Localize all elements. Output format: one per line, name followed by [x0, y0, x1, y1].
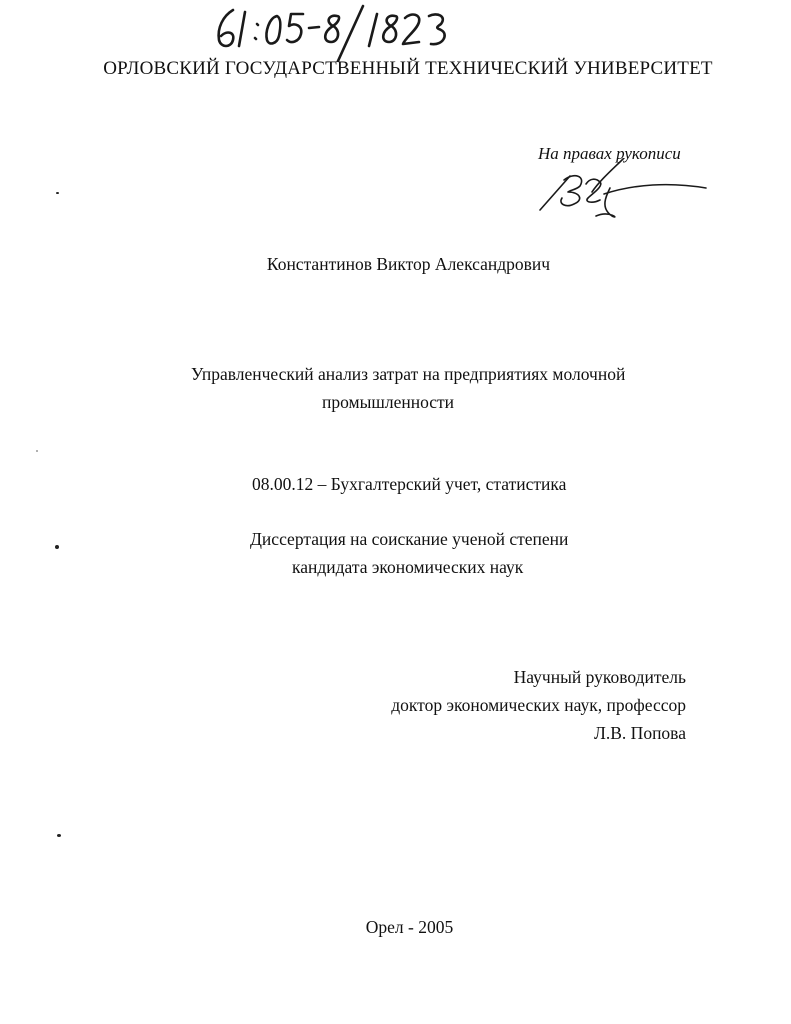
- university-name: ОРЛОВСКИЙ ГОСУДАРСТВЕННЫЙ ТЕХНИЧЕСКИЙ УНИВЕРСИТЕТ: [103, 58, 713, 79]
- author-name: Константинов Виктор Александрович: [266, 254, 551, 274]
- supervisor-role: Научный руководитель: [513, 667, 686, 687]
- scan-speck: [57, 834, 61, 837]
- degree-statement-line-2: кандидата экономических наук: [292, 557, 524, 577]
- dissertation-title-line-2: промышленности: [322, 392, 455, 412]
- signature: [530, 158, 720, 228]
- supervisor-name: Л.В. Попова: [594, 723, 686, 743]
- handwritten-archive-code: [205, 2, 465, 62]
- scan-speck: [36, 450, 38, 452]
- degree-statement-line-1: Диссертация на соискание ученой степени: [250, 529, 569, 549]
- supervisor-degree: доктор экономических наук, профессор: [391, 695, 686, 715]
- scan-speck: [56, 192, 59, 194]
- scan-speck: [55, 545, 59, 549]
- place-and-year: Орел - 2005: [365, 917, 454, 937]
- dissertation-title-line-1: Управленческий анализ затрат на предприятиях молочной: [191, 364, 626, 384]
- rights-note: На правах рукописи: [538, 144, 681, 163]
- specialty-code: 08.00.12 – Бухгалтерский учет, статистика: [252, 474, 567, 494]
